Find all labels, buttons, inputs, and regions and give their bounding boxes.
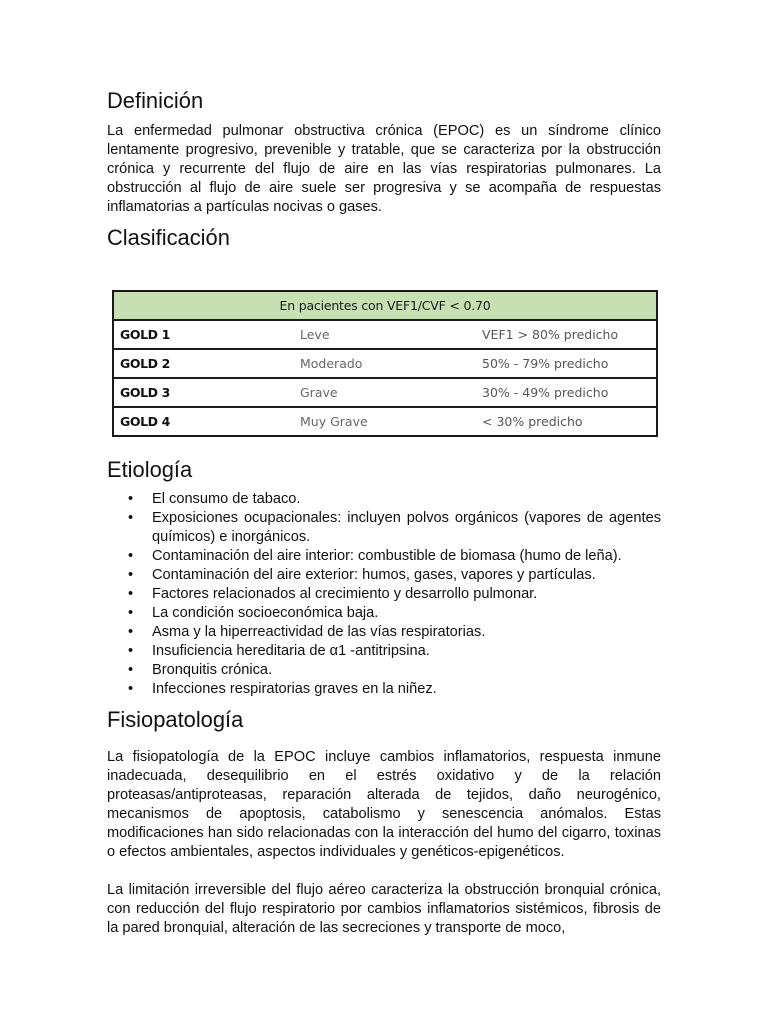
list-item-text: Asma y la hiperreactividad de las vías respiratorias.: [152, 624, 486, 640]
list-item: [107, 661, 661, 680]
gold-level: GOLD 3: [113, 378, 294, 407]
fev1-range: 30% - 49% predicho: [476, 378, 657, 407]
list-item: [107, 680, 661, 699]
bullet-icon: •: [128, 681, 134, 697]
list-item-text: Insuficiencia hereditaria de α1 -antitripsina.: [152, 643, 430, 659]
list-item-text: Contaminación del aire interior: combustible de biomasa (humo de leña).: [152, 548, 622, 564]
bullet-icon: •: [128, 624, 134, 640]
bullet-icon: •: [128, 662, 134, 678]
list-item-text: El consumo de tabaco.: [152, 491, 301, 507]
list-item-text: Bronquitis crónica.: [152, 662, 273, 678]
classification-heading: Clasificación: [107, 225, 230, 250]
severity: Leve: [294, 320, 476, 349]
gold-classification-table: [112, 290, 658, 437]
list-item: [107, 547, 661, 566]
table-row: [113, 378, 657, 407]
list-item: [107, 509, 661, 547]
list-item: [107, 623, 661, 642]
bullet-icon: •: [128, 491, 134, 507]
document-page: [107, 88, 661, 250]
gold-level: GOLD 1: [113, 320, 294, 349]
list-item-text: La condición socioeconómica baja.: [152, 605, 379, 621]
etiology-heading: Etiología: [107, 457, 193, 482]
document-page-lower: [107, 457, 661, 938]
list-item: [107, 642, 661, 661]
definition-paragraph: La enfermedad pulmonar obstructiva crónica (EPOC) es un síndrome clínico lentamente progresivo, prevenible y tratable, que se caracteriza por la obstrucción crónica y recurrente del flujo de aire en las vías respiratorias pulmonares. La obstrucción al flujo de aire suele ser progresiva y se acompaña de respuestas inflamatorias a partículas nocivas o gases.: [107, 123, 661, 215]
definition-heading: Definición: [107, 88, 204, 113]
etiology-list: [107, 490, 661, 699]
table-row: [113, 407, 657, 436]
bullet-icon: •: [128, 548, 134, 564]
bullet-icon: •: [128, 605, 134, 621]
bullet-icon: •: [128, 586, 134, 602]
list-item-text: Infecciones respiratorias graves en la niñez.: [152, 681, 437, 697]
table-header-row: [113, 291, 657, 320]
bullet-icon: •: [128, 510, 134, 526]
list-item: [107, 604, 661, 623]
list-item-text: Exposiciones ocupacionales: incluyen polvos orgánicos (vapores de agentes químicos) e inorgánicos.: [152, 510, 661, 545]
list-item: [107, 566, 661, 585]
list-item: [107, 490, 661, 509]
pathophysiology-paragraph-2: La limitación irreversible del flujo aéreo caracteriza la obstrucción bronquial crónica, con reducción del flujo respiratorio por cambios inflamatorios sistémicos, fibrosis de la pared bronquial, alteración de las secreciones y transporte de moco,: [107, 882, 661, 936]
severity: Grave: [294, 378, 476, 407]
list-item: [107, 585, 661, 604]
list-item-text: Factores relacionados al crecimiento y desarrollo pulmonar.: [152, 586, 538, 602]
pathophysiology-paragraph-1: La fisiopatología de la EPOC incluye cambios inflamatorios, respuesta inmune inadecuada, desequilibrio en el estrés oxidativo y de la relación proteasas/antiproteasas, reparación alterada de tejidos, daño neurogénico, mecanismos de apoptosis, catabolismo y senescencia anómalos. Estas modificaciones han sido relacionadas con la interacción del humo del cigarro, toxinas o efectos ambientales, aspectos individuales y genéticos-epigenéticos.: [107, 749, 661, 860]
gold-level: GOLD 2: [113, 349, 294, 378]
list-item-text: Contaminación del aire exterior: humos, gases, vapores y partículas.: [152, 567, 596, 583]
fev1-range: 50% - 79% predicho: [476, 349, 657, 378]
fev1-range-text: VEF1 > 80% predicho: [482, 327, 619, 342]
fev1-range: < 30% predicho: [482, 414, 583, 429]
pathophysiology-heading: Fisiopatología: [107, 707, 244, 732]
bullet-icon: •: [128, 567, 134, 583]
gold-level: GOLD 4: [120, 414, 170, 429]
severity: Muy Grave: [300, 414, 368, 429]
table-row: [113, 349, 657, 378]
fev1-range: [476, 320, 657, 349]
table-header: En pacientes con VEF1/CVF < 0.70: [113, 291, 657, 320]
severity: Moderado: [294, 349, 476, 378]
table-row: [113, 320, 657, 349]
bullet-icon: •: [128, 643, 134, 659]
